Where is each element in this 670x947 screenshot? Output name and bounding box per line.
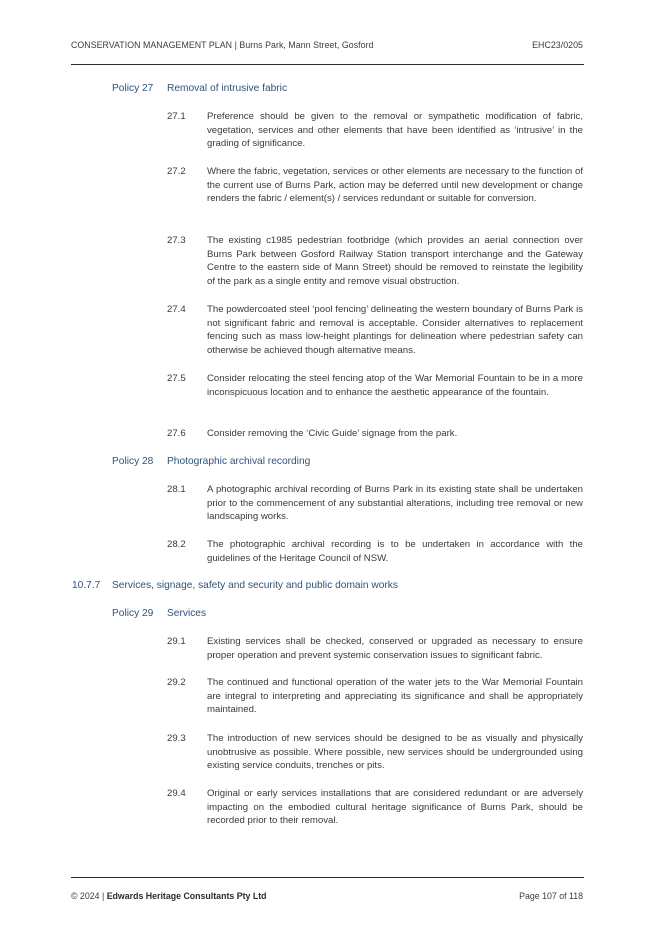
list-item — [167, 676, 583, 717]
header-reference: EHC23/0205 — [532, 40, 583, 50]
policy-number: Policy 27 — [112, 83, 154, 94]
section-heading — [72, 580, 398, 591]
list-item — [167, 732, 583, 773]
list-item — [167, 483, 583, 524]
page-footer — [71, 891, 583, 901]
list-item — [167, 303, 583, 358]
list-item — [167, 427, 583, 441]
item-text: Preference should be given to the removal or sympathetic modification of fabric, vegetation, services and other elements that have been identified as ‘intrusive’ in the grading of significance. — [207, 111, 583, 150]
item-text: The continued and functional operation of the water jets to the War Memorial Fountain are integral to interpreting and appreciating its significance and shall be appropriately maintained. — [207, 677, 583, 716]
item-number: 27.5 — [167, 373, 186, 384]
item-text: The introduction of new services should be designed to be as visually and physically unobtrusive as possible. Where possible, new services should be undergrounded using existing service conduits, trenches or pits. — [207, 733, 583, 772]
item-number: 29.4 — [167, 788, 186, 799]
footer-divider — [71, 877, 584, 878]
list-item — [167, 635, 583, 662]
item-text: The powdercoated steel ‘pool fencing’ delineating the western boundary of Burns Park is not significant fabric and removal is acceptable. Consider alternatives to replacement fencing such as mass low-height plantings for delineation where pedestrian safety can otherwise be achieved though alternative means. — [207, 304, 583, 357]
policy-title: Photographic archival recording — [167, 456, 311, 467]
item-number: 29.2 — [167, 677, 186, 688]
item-text: Where the fabric, vegetation, services or other elements are necessary to the function of the current use of Burns Park, action may be deferred until new development or change renders the fabric / element(s) / services redundant or suitable for conversion. — [207, 166, 583, 205]
item-text: The existing c1985 pedestrian footbridge (which provides an aerial connection over Burns Park between Gosford Railway Station transport interchange and the Gateway Centre to the eastern side of Mann Street) should be removed to reinstate the legibility of the park as a single entity and remove visual obstruction. — [207, 235, 583, 288]
item-text: The photographic archival recording is to be undertaken in accordance with the guidelines of the Heritage Council of NSW. — [207, 539, 583, 564]
list-item — [167, 538, 583, 565]
page-number: Page 107 of 118 — [519, 891, 583, 901]
item-text: Consider relocating the steel fencing atop of the War Memorial Fountain to be in a more inconspicuous location and to enhance the aesthetic appearance of the fountain. — [207, 373, 583, 398]
item-number: 29.1 — [167, 636, 186, 647]
policy-29-heading — [112, 608, 206, 619]
item-text: Existing services shall be checked, conserved or upgraded as necessary to ensure proper operation and prevent systemic conservation issues to significant fabric. — [207, 636, 583, 661]
item-text: Consider removing the ‘Civic Guide’ signage from the park. — [207, 428, 458, 439]
item-number: 27.4 — [167, 304, 186, 315]
footer-company: Edwards Heritage Consultants Pty Ltd — [106, 891, 267, 901]
policy-title: Removal of intrusive fabric — [167, 83, 288, 94]
section-number: 10.7.7 — [72, 580, 101, 591]
policy-28-heading — [112, 456, 310, 467]
list-item — [167, 165, 583, 206]
item-number: 27.3 — [167, 235, 186, 246]
footer-credit — [71, 891, 267, 901]
footer-copyright: © 2024 | — [71, 891, 105, 901]
item-number: 27.2 — [167, 166, 186, 177]
list-item — [167, 372, 583, 399]
item-number: 27.6 — [167, 428, 186, 439]
section-title: Services, signage, safety and security and public domain works — [112, 580, 398, 591]
item-text: Original or early services installations that are considered redundant or are adversely impacting on the embodied cultural heritage significance of Burns Park, should be recorded prior to their removal. — [207, 788, 583, 827]
policy-number: Policy 29 — [112, 608, 154, 619]
list-item — [167, 110, 583, 151]
policy-27-heading — [112, 83, 287, 94]
header-title: CONSERVATION MANAGEMENT PLAN | Burns Park, Mann Street, Gosford — [71, 40, 374, 50]
policy-title: Services — [167, 608, 207, 619]
item-number: 29.3 — [167, 733, 186, 744]
item-text: A photographic archival recording of Burns Park in its existing state shall be undertaken prior to the commencement of any substantial alterations, including tree removal or new landscaping works. — [207, 484, 583, 523]
page-header — [71, 40, 583, 50]
item-number: 28.1 — [167, 484, 186, 495]
item-number: 27.1 — [167, 111, 186, 122]
policy-number: Policy 28 — [112, 456, 154, 467]
list-item — [167, 234, 583, 289]
list-item — [167, 787, 583, 828]
header-divider — [71, 64, 584, 65]
item-number: 28.2 — [167, 539, 186, 550]
